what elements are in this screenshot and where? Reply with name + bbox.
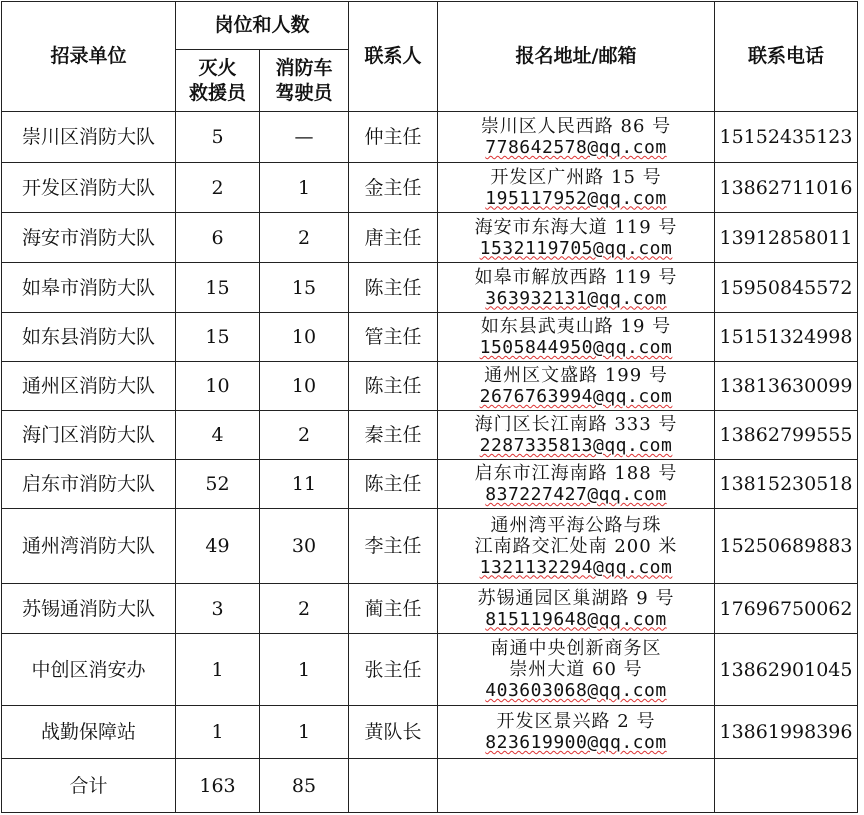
email-address[interactable]: 195117952@qq.com [485, 187, 667, 209]
address-line: 如皋市解放西路 119 号 [474, 266, 678, 288]
unit-cell: 海门区消防大队 [2, 411, 176, 460]
phone-cell: 13862901045 [715, 634, 858, 706]
address-line: 海安市东海大道 119 号 [474, 216, 678, 238]
phone-cell: 13862799555 [715, 411, 858, 460]
email-address[interactable]: 1532119705@qq.com [479, 237, 673, 259]
unit-cell: 开发区消防大队 [2, 163, 176, 213]
contact-cell: 陈主任 [349, 362, 438, 411]
contact-cell: 唐主任 [349, 213, 438, 263]
unit-cell: 战勤保障站 [2, 706, 176, 759]
total-contact-cell [349, 759, 438, 813]
address-cell [438, 634, 715, 706]
driver-count-cell: 10 [260, 313, 349, 362]
total-driver-cell: 85 [260, 759, 349, 813]
unit-cell: 如皋市消防大队 [2, 263, 176, 313]
address-cell [438, 362, 715, 411]
phone-cell: 15151324998 [715, 313, 858, 362]
email-address[interactable]: 815119648@qq.com [485, 608, 667, 630]
header-contact: 联系人 [349, 2, 438, 112]
driver-count-cell: 30 [260, 509, 349, 584]
driver-count-cell: 11 [260, 460, 349, 509]
driver-count-cell: 2 [260, 213, 349, 263]
header-firefighter-line1: 灭火 [198, 56, 237, 79]
address-line: 崇州大道 60 号 [509, 659, 643, 680]
phone-cell: 17696750062 [715, 584, 858, 634]
header-driver-line2: 驾驶员 [275, 81, 333, 104]
driver-count-cell: 2 [260, 584, 349, 634]
address-line: 启东市江海南路 188 号 [474, 463, 678, 484]
email-address[interactable]: 1321132294@qq.com [479, 556, 673, 578]
table-row [2, 460, 858, 509]
contact-cell: 仲主任 [349, 112, 438, 163]
firefighter-count-cell: 49 [176, 509, 260, 584]
phone-cell: 15950845572 [715, 263, 858, 313]
driver-count-cell: 10 [260, 362, 349, 411]
address-cell [438, 706, 715, 759]
address-cell [438, 460, 715, 509]
header-address: 报名地址/邮箱 [438, 2, 715, 112]
firefighter-count-cell: 2 [176, 163, 260, 213]
email-address[interactable]: 363932131@qq.com [485, 287, 667, 309]
table-body [2, 112, 858, 813]
contact-cell: 李主任 [349, 509, 438, 584]
header-driver [260, 50, 349, 112]
unit-cell: 如东县消防大队 [2, 313, 176, 362]
driver-count-cell: 2 [260, 411, 349, 460]
total-row [2, 759, 858, 813]
email-address[interactable]: 837227427@qq.com [485, 484, 667, 505]
firefighter-count-cell: 15 [176, 263, 260, 313]
email-address[interactable]: 403603068@qq.com [485, 680, 667, 701]
firefighter-count-cell: 1 [176, 706, 260, 759]
driver-count-cell: — [260, 112, 349, 163]
contact-cell: 张主任 [349, 634, 438, 706]
firefighter-count-cell: 1 [176, 634, 260, 706]
driver-count-cell: 1 [260, 163, 349, 213]
email-address[interactable]: 2287335813@qq.com [479, 435, 673, 456]
email-address[interactable]: 778642578@qq.com [485, 137, 667, 158]
address-cell [438, 509, 715, 584]
unit-cell: 海安市消防大队 [2, 213, 176, 263]
table-row [2, 509, 858, 584]
header-unit: 招录单位 [2, 2, 176, 112]
table-row [2, 634, 858, 706]
contact-cell: 管主任 [349, 313, 438, 362]
firefighter-count-cell: 52 [176, 460, 260, 509]
phone-cell: 13815230518 [715, 460, 858, 509]
address-cell [438, 313, 715, 362]
recruitment-table [1, 1, 858, 813]
contact-cell: 金主任 [349, 163, 438, 213]
address-cell [438, 584, 715, 634]
address-cell [438, 213, 715, 263]
table-row [2, 313, 858, 362]
driver-count-cell: 1 [260, 634, 349, 706]
contact-cell: 陈主任 [349, 263, 438, 313]
unit-cell: 启东市消防大队 [2, 460, 176, 509]
table-row [2, 112, 858, 163]
total-label-cell: 合计 [2, 759, 176, 813]
address-line: 通州湾平海公路与珠 [490, 514, 662, 536]
table-row [2, 706, 858, 759]
unit-cell: 苏锡通消防大队 [2, 584, 176, 634]
address-line: 如东县武夷山路 19 号 [480, 316, 672, 337]
address-cell [438, 411, 715, 460]
contact-cell: 黄队长 [349, 706, 438, 759]
email-address[interactable]: 2676763994@qq.com [479, 386, 673, 407]
address-cell [438, 163, 715, 213]
header-phone: 联系电话 [715, 2, 858, 112]
table-row [2, 584, 858, 634]
email-address[interactable]: 1505844950@qq.com [479, 337, 673, 358]
header-driver-line1: 消防车 [275, 56, 333, 79]
address-line: 崇川区人民西路 86 号 [480, 116, 672, 137]
phone-cell: 13861998396 [715, 706, 858, 759]
unit-cell: 崇川区消防大队 [2, 112, 176, 163]
contact-cell: 陈主任 [349, 460, 438, 509]
firefighter-count-cell: 3 [176, 584, 260, 634]
firefighter-count-cell: 4 [176, 411, 260, 460]
firefighter-count-cell: 10 [176, 362, 260, 411]
firefighter-count-cell: 5 [176, 112, 260, 163]
table-row [2, 263, 858, 313]
address-line: 通州区文盛路 199 号 [484, 365, 668, 386]
firefighter-count-cell: 15 [176, 313, 260, 362]
address-line: 江南路交汇处南 200 米 [474, 535, 678, 557]
phone-cell: 15250689883 [715, 509, 858, 584]
unit-cell: 通州湾消防大队 [2, 509, 176, 584]
email-address[interactable]: 823619900@qq.com [485, 732, 667, 753]
address-line: 海门区长江南路 333 号 [474, 414, 678, 435]
address-cell [438, 112, 715, 163]
header-positions-group: 岗位和人数 [176, 2, 349, 50]
header-firefighter [176, 50, 260, 112]
phone-cell: 13912858011 [715, 213, 858, 263]
header-firefighter-line2: 救援员 [188, 81, 246, 104]
unit-cell: 通州区消防大队 [2, 362, 176, 411]
total-address-cell [438, 759, 715, 813]
address-line: 开发区广州路 15 号 [490, 166, 662, 188]
contact-cell: 蔺主任 [349, 584, 438, 634]
table-row [2, 411, 858, 460]
address-line: 开发区景兴路 2 号 [496, 711, 656, 732]
phone-cell: 15152435123 [715, 112, 858, 163]
address-line: 南通中央创新商务区 [490, 638, 662, 659]
address-cell [438, 263, 715, 313]
total-firefighter-cell: 163 [176, 759, 260, 813]
driver-count-cell: 15 [260, 263, 349, 313]
table-row [2, 362, 858, 411]
total-phone-cell [715, 759, 858, 813]
unit-cell: 中创区消安办 [2, 634, 176, 706]
address-line: 苏锡通园区巢湖路 9 号 [477, 587, 675, 609]
contact-cell: 秦主任 [349, 411, 438, 460]
driver-count-cell: 1 [260, 706, 349, 759]
table-row [2, 213, 858, 263]
phone-cell: 13813630099 [715, 362, 858, 411]
phone-cell: 13862711016 [715, 163, 858, 213]
firefighter-count-cell: 6 [176, 213, 260, 263]
table-row [2, 163, 858, 213]
